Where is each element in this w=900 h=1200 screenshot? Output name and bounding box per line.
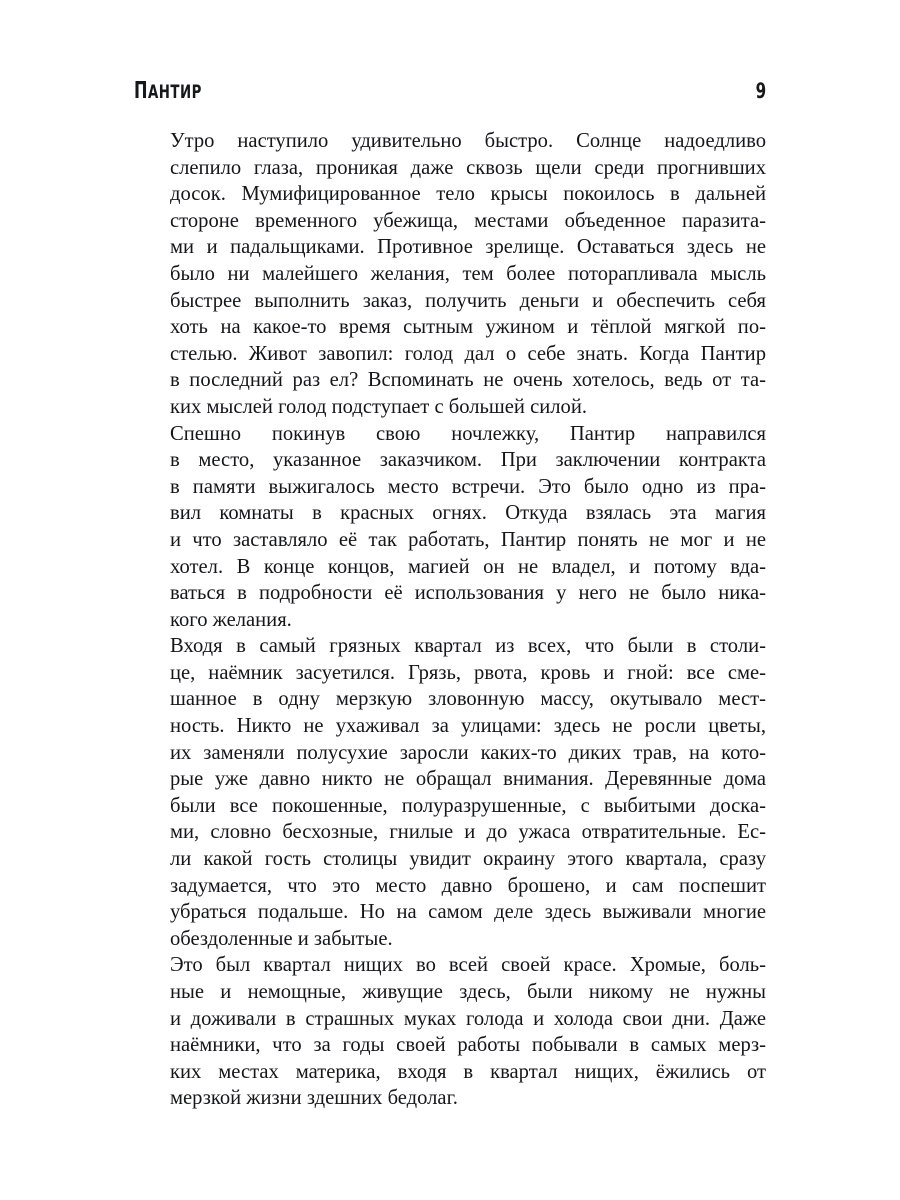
text-line: и доживали в страшных муках голода и холода свои дни. Даже [170,1007,766,1030]
text-line: мерзкой жизни здешних бедолаг. [170,1087,458,1110]
text-line: ких мыслей голод подступает с большей силой. [170,395,587,418]
body-text [134,128,766,1112]
text-line: были все покошенные, полуразрушенные, с выбитыми доска- [170,794,766,817]
paragraph-3 [134,633,766,952]
text-line: Утро наступило удивительно быстро. Солнце надоедливо [170,130,766,152]
text-line: в место, указанное заказчиком. При заключении контракта [170,449,766,472]
text-line: в памяти выжигалось место встречи. Это было одно из пра- [170,475,766,498]
text-line: Это был квартал нищих во всей своей красе. Хромые, боль- [170,954,766,977]
text-line: шанное в одну мерзкую зловонную массу, окутывало мест- [170,688,766,711]
text-line: вил комнаты в красных огнях. Откуда взялась эта магия [170,502,766,525]
text-line: хотел. В конце концов, магией он не владел, и потому вда- [170,555,766,578]
text-line: ми и падальщиками. Противное зрелище. Оставаться здесь не [170,236,766,259]
text-line: досок. Мумифицированное тело крысы покоилось в дальней [170,183,766,206]
running-head-title-rest: АНТИР [147,81,202,103]
running-head-title [134,78,202,104]
text-line: убраться подальше. Но на самом деле здесь выживали многие [170,901,766,924]
text-line: стелью. Живот завопил: голод дал о себе знать. Когда Пантир [170,342,766,365]
text-line: задумается, что это место давно брошено, и сам поспешит [170,874,766,897]
text-line: це, наёмник засуетился. Грязь, рвота, кровь и гной: все сме- [170,661,766,684]
text-line: ми, словно бесхозные, гнилые и до ужаса отвратительные. Ес- [170,821,766,844]
text-line: хоть на какое-то время сытным ужином и тёплой мягкой по- [170,316,766,339]
paragraph-1 [134,128,766,421]
text-line: ли какой гость столицы увидит окраину этого квартала, сразу [170,848,766,871]
text-line: Входя в самый грязных квартал из всех, что были в столи- [170,635,766,658]
text-line: рые уже давно никто не обращал внимания. Деревянные дома [170,768,766,791]
text-line: обездоленные и забытые. [170,927,393,950]
paragraph-2 [134,421,766,634]
text-line: наёмники, что за годы своей работы побывали в самых мерз- [170,1034,766,1057]
text-line: кого желания. [170,608,292,631]
text-line: и что заставляло её так работать, Пантир понять не мог и не [170,528,766,551]
text-line: слепило глаза, проникая даже сквозь щели среди прогнивших [170,156,766,179]
text-line: было ни малейшего желания, тем более поторапливала мысль [170,262,766,285]
text-line: ваться в подробности её использования у него не было ника- [170,582,766,605]
text-line: Спешно покинув свою ночлежку, Пантир направился [170,422,766,445]
text-line: в последний раз ел? Вспоминать не очень хотелось, ведь от та- [170,369,766,392]
text-line: стороне временного убежища, местами объеденное паразита- [170,209,766,232]
page-content-frame [134,78,766,1112]
text-line: быстрее выполнить заказ, получить деньги и обеспечить себя [170,289,766,312]
paragraph-4 [134,952,766,1112]
running-head [134,78,766,108]
page-number: 9 [755,79,766,103]
text-line: их заменяли полусухие заросли каких-то диких трав, на кото- [170,741,766,764]
text-line: ные и немощные, живущие здесь, были никому не нужны [170,981,766,1003]
running-head-title-initial: П [134,78,148,104]
text-line: ность. Никто не ухаживал за улицами: здесь не росли цветы, [170,715,766,738]
text-line: ких местах материка, входя в квартал нищих, ёжились от [170,1060,766,1083]
